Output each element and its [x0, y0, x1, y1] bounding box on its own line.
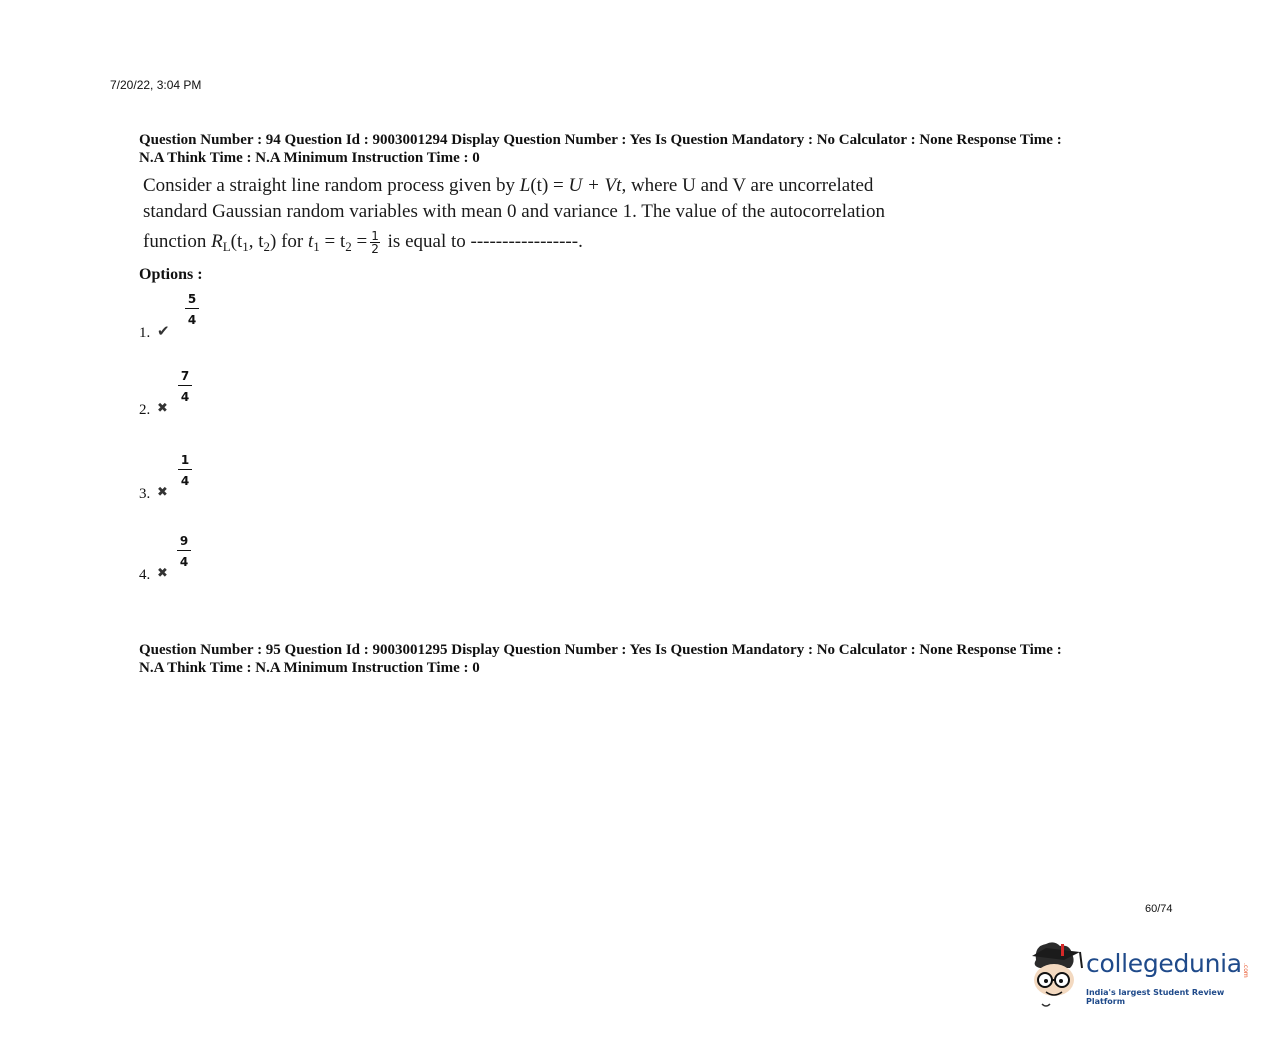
logo-tagline: India's largest Student Review Platform	[1086, 988, 1225, 1006]
question-95-meta-line1: Question Number : 95 Question Id : 9003001295 Display Question Number : Yes Is Question Mandatory : No Calculator : None Response Time :	[139, 642, 1062, 658]
option-4-number: 4.	[139, 567, 151, 583]
options-label: Options :	[139, 266, 203, 283]
option-1-number: 1.	[139, 325, 151, 341]
logo-brand-text: collegedunia	[1086, 949, 1242, 978]
check-icon: ✔	[157, 322, 170, 340]
logo-com-text: .com	[1242, 963, 1249, 978]
page-number: 60/74	[1145, 903, 1173, 915]
option-1-fraction: $\frac{5}{4}$	[185, 292, 199, 327]
mascot-icon	[1024, 938, 1086, 1010]
option-2-fraction: $\frac{7}{4}$	[178, 369, 192, 404]
option-1	[139, 292, 259, 342]
option-3-fraction: $\frac{1}{4}$	[178, 453, 192, 488]
question-95-meta	[139, 641, 1169, 677]
cross-icon: ✖	[157, 566, 168, 581]
question-94-meta-line1: Question Number : 94 Question Id : 9003001294 Display Question Number : Yes Is Question Mandatory : No Calculator : None Response Time :	[139, 132, 1062, 148]
cross-icon: ✖	[157, 401, 168, 416]
question-94-meta-line2: N.A Think Time : N.A Minimum Instruction Time : 0	[139, 150, 480, 166]
option-2	[139, 369, 259, 419]
option-3	[139, 453, 259, 503]
question-text-line-3: function $R_L(t_1$, $t_2$) for $t_1 = t_2$ = $\frac{1}{2}$ is equal to -----------------.	[143, 229, 583, 257]
print-timestamp: 7/20/22, 3:04 PM	[110, 78, 202, 92]
collegedunia-logo	[1024, 938, 1264, 1010]
option-3-number: 3.	[139, 486, 151, 502]
option-2-number: 2.	[139, 402, 151, 418]
question-text-line-2: standard Gaussian random variables with mean 0 and variance 1. The value of the autocorrelation	[143, 201, 885, 222]
question-94-meta	[139, 131, 1169, 167]
question-95-meta-line2: N.A Think Time : N.A Minimum Instruction Time : 0	[139, 660, 480, 676]
option-4	[139, 534, 259, 584]
question-text-line-1: Consider a straight line random process given by L(t) = U + Vt, where U and V are uncorrelated	[143, 175, 874, 196]
inline-fraction: $\frac{1}{2}$	[371, 229, 379, 257]
question-94-text	[143, 173, 973, 260]
cross-icon: ✖	[157, 485, 168, 500]
option-4-fraction: $\frac{9}{4}$	[177, 534, 191, 569]
